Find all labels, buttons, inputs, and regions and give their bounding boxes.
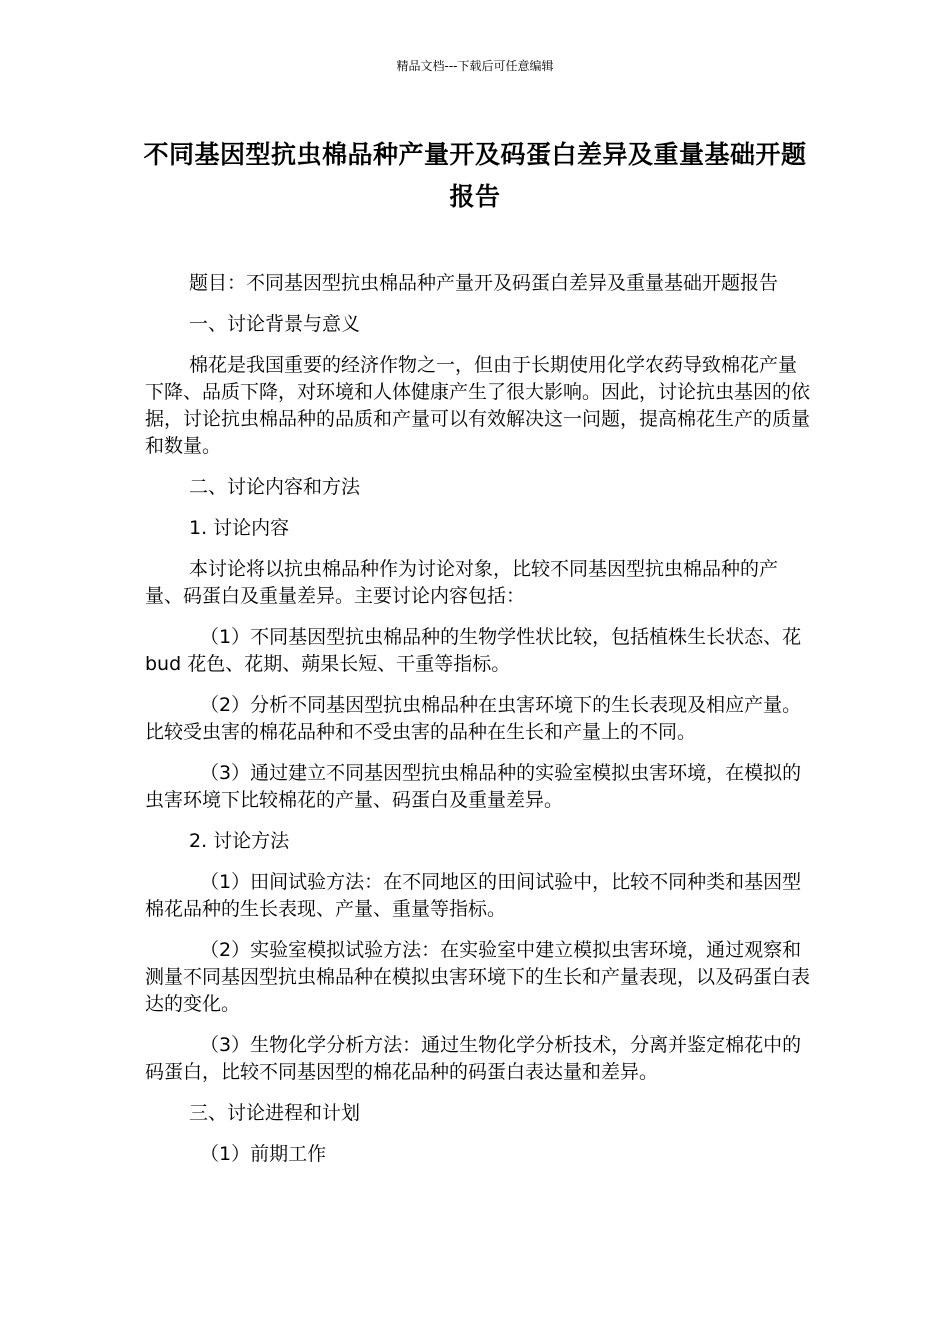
content-item-1: （1）不同基因型抗虫棉品种的生物学性状比较，包括植株生长状态、花 bud 花色、花期、蒴果长短、干重等指标。 <box>145 626 802 675</box>
section-heading-schedule: 三、讨论进程和计划 <box>189 1102 361 1124</box>
document-title: 不同基因型抗虫棉品种产量开及码蛋白差异及重量基础开题报告 <box>143 140 807 211</box>
method-item-2: （2）实验室模拟试验方法：在实验室中建立模拟虫害环境，通过观察和测量不同基因型抗虫棉品种在模拟虫害环境下的生长和产量表现，以及码蛋白表达的变化。 <box>145 939 811 1015</box>
section-heading-background: 一、讨论背景与意义 <box>189 313 361 335</box>
section-heading-content-methods: 二、讨论内容和方法 <box>189 476 361 498</box>
method-item-1: （1）田间试验方法：在不同地区的田间试验中，比较不同种类和基因型棉花品种的生长表现、产量、重量等指标。 <box>145 871 802 920</box>
background-paragraph: 棉花是我国重要的经济作物之一，但由于长期使用化学农药导致棉花产量下降、品质下降，对环境和人体健康产生了很大影响。因此，讨论抗虫基因的依据，讨论抗虫棉品种的品质和产量可以有效解决这一问题，提高棉花生产的质量和数量。 <box>145 354 811 457</box>
header-note: 精品文档---下载后可任意编辑 <box>396 59 554 73</box>
document-body <box>145 270 815 1168</box>
subheading-methods: 2. 讨论方法 <box>189 830 290 852</box>
topic-paragraph: 题目：不同基因型抗虫棉品种产量开及码蛋白差异及重量基础开题报告 <box>189 272 779 294</box>
content-item-2: （2）分析不同基因型抗虫棉品种在虫害环境下的生长表现及相应产量。比较受虫害的棉花品种和不受虫害的品种在生长和产量上的不同。 <box>145 694 802 743</box>
content-item-3: （3）通过建立不同基因型抗虫棉品种的实验室模拟虫害环境，在模拟的虫害环境下比较棉花的产量、码蛋白及重量差异。 <box>145 762 802 811</box>
method-item-3: （3）生物化学分析方法：通过生物化学分析技术，分离并鉴定棉花中的码蛋白，比较不同基因型的棉花品种的码蛋白表达量和差异。 <box>145 1034 802 1083</box>
subheading-content: 1. 讨论内容 <box>189 517 290 539</box>
content-intro-paragraph: 本讨论将以抗虫棉品种作为讨论对象，比较不同基因型抗虫棉品种的产量、码蛋白及重量差异。主要讨论内容包括： <box>145 558 779 607</box>
schedule-item-1: （1）前期工作 <box>200 1143 327 1165</box>
